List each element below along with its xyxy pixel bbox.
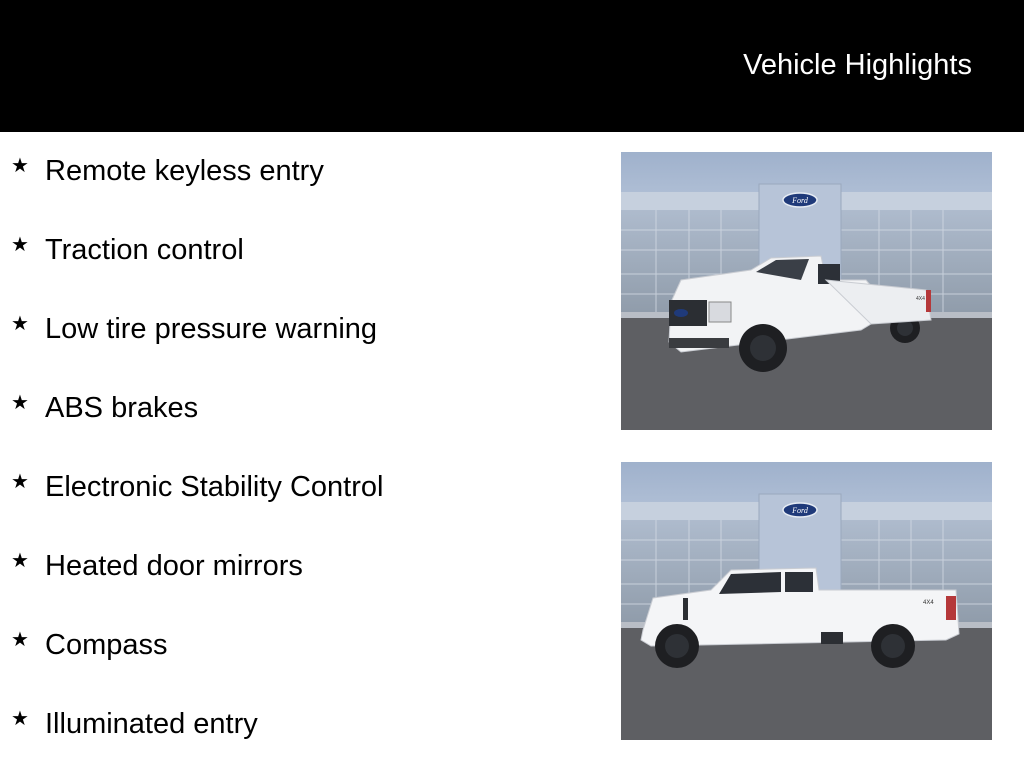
list-item	[0, 624, 600, 703]
svg-text:Ford: Ford	[792, 506, 808, 515]
list-item	[0, 545, 600, 624]
list-item	[0, 150, 600, 229]
star-icon: ★	[11, 706, 29, 730]
list-item	[0, 387, 600, 466]
star-icon: ★	[11, 232, 29, 256]
star-icon: ★	[11, 153, 29, 177]
svg-text:Ford: Ford	[792, 196, 808, 205]
star-icon: ★	[11, 469, 29, 493]
feature-label: Compass	[45, 629, 168, 661]
star-icon: ★	[11, 390, 29, 414]
feature-list	[0, 150, 600, 782]
list-item	[0, 466, 600, 545]
list-item	[0, 308, 600, 387]
feature-label: Low tire pressure warning	[45, 313, 378, 345]
star-icon: ★	[11, 627, 29, 651]
svg-text:4X4: 4X4	[923, 600, 934, 606]
list-item	[0, 229, 600, 308]
vehicle-photo-side	[621, 462, 992, 740]
feature-label: Electronic Stability Control	[45, 471, 384, 503]
list-item	[0, 703, 600, 782]
feature-label: Remote keyless entry	[45, 155, 324, 187]
header-bar	[0, 0, 1024, 132]
star-icon: ★	[11, 311, 29, 335]
feature-label: Heated door mirrors	[45, 550, 303, 582]
feature-label: ABS brakes	[45, 392, 199, 424]
star-icon: ★	[11, 548, 29, 572]
vehicle-photo-front	[621, 152, 992, 430]
feature-label: Traction control	[45, 234, 244, 266]
svg-text:4X4: 4X4	[916, 296, 925, 302]
page-title: Vehicle Highlights	[743, 49, 972, 81]
feature-label: Illuminated entry	[45, 708, 258, 740]
